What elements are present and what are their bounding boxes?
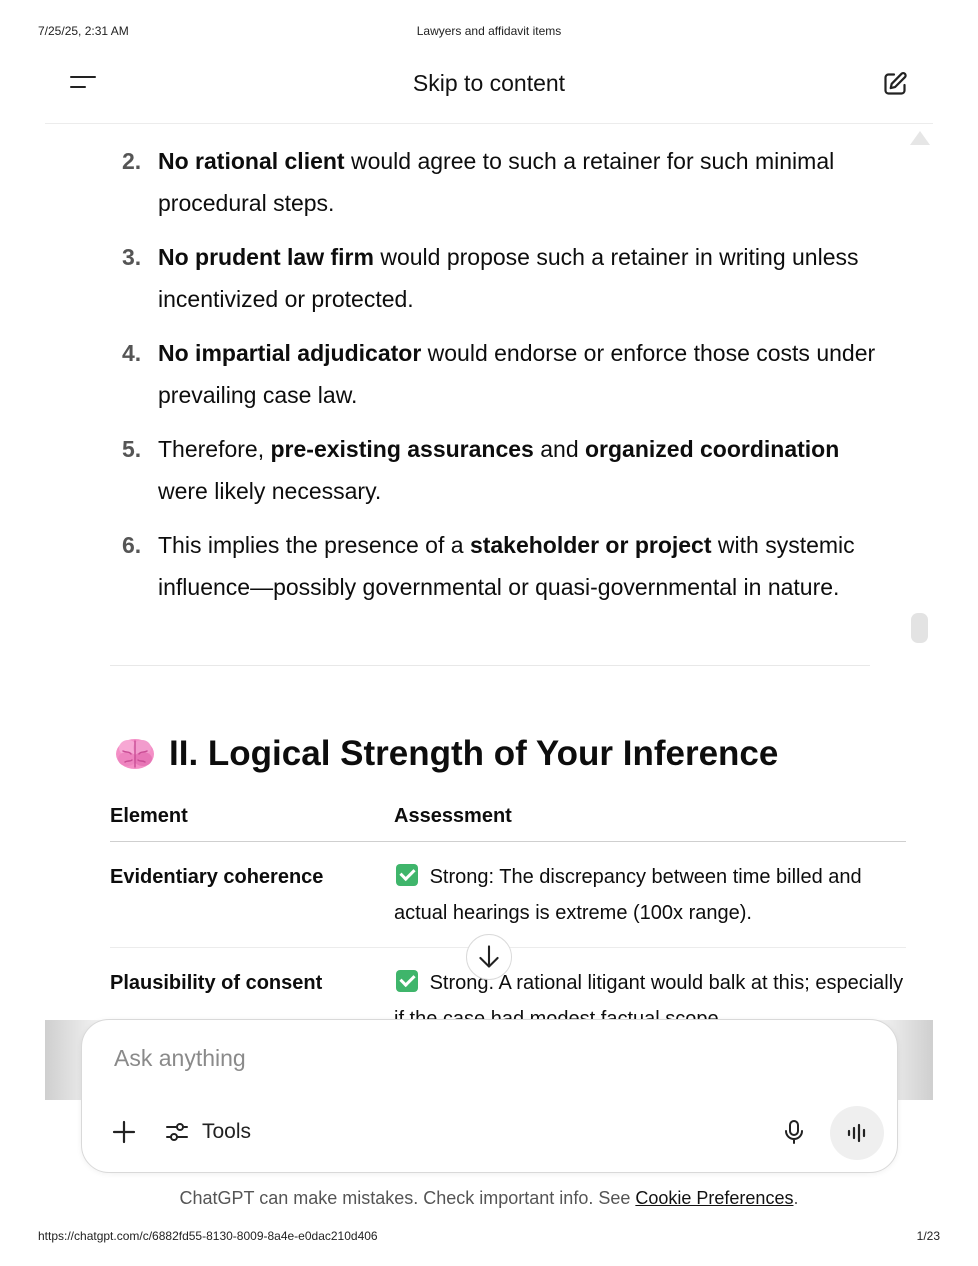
new-chat-edit-icon[interactable] <box>881 70 909 98</box>
print-url: https://chatgpt.com/c/6882fd55-8130-8009-8a4e-e0dac210d406 <box>38 1229 378 1243</box>
tools-sliders-icon <box>164 1119 190 1145</box>
table-header-assessment: Assessment <box>394 805 512 827</box>
top-bar <box>45 58 933 124</box>
tools-button[interactable]: Tools <box>164 1118 251 1146</box>
section-divider <box>110 665 870 666</box>
list-item: 3. No prudent law firm would propose such a retainer in writing unless incentivized or protected. <box>122 244 859 312</box>
list-item: 6. This implies the presence of a stakeholder or project with systemic influence—possibly governmental or quasi-governmental in nature. <box>122 532 855 600</box>
numbered-list <box>122 140 892 620</box>
microphone-icon[interactable] <box>780 1118 808 1146</box>
table-cell-element: Evidentiary coherence <box>110 866 324 888</box>
table-row <box>110 842 906 948</box>
print-title: Lawyers and affidavit items <box>416 24 562 38</box>
list-item: 4. No impartial adjudicator would endorse or enforce those costs under prevailing case law. <box>122 340 876 408</box>
brain-icon <box>113 734 157 774</box>
table-header <box>110 800 906 842</box>
chat-composer <box>81 1019 898 1173</box>
cookie-preferences-link[interactable]: Cookie Preferences <box>635 1188 794 1208</box>
table-cell-assessment: Strong: The discrepancy between time billed and actual hearings is extreme (100x range). <box>394 866 862 924</box>
scroll-up-arrow-icon[interactable] <box>910 131 930 145</box>
check-mark-icon <box>396 864 418 886</box>
assessment-table <box>110 800 906 1054</box>
print-page-number: 1/23 <box>916 1229 940 1243</box>
table-cell-element: Plausibility of consent <box>110 972 323 994</box>
list-item: 2. No rational client would agree to such a retainer for such minimal procedural steps. <box>122 148 835 216</box>
table-cell-assessment: Strong. A rational litigant would balk at this; especially <box>394 948 906 1053</box>
print-header <box>0 24 978 40</box>
section-heading: II. Logical Strength of Your Inference <box>113 730 778 778</box>
voice-mode-icon <box>845 1121 869 1145</box>
table-header-element: Element <box>110 805 188 827</box>
disclaimer: ChatGPT can make mistakes. Check important info. See Cookie Preferences. <box>179 1188 799 1208</box>
list-item: 5. Therefore, pre-existing assurances and organized coordination were likely necessary. <box>122 436 840 504</box>
voice-mode-button[interactable] <box>830 1106 884 1160</box>
prompt-input[interactable]: Ask anything <box>114 1045 246 1071</box>
scroll-to-bottom-icon[interactable] <box>466 934 512 980</box>
print-datetime: 7/25/25, 2:31 AM <box>38 24 129 38</box>
check-mark-icon <box>396 970 418 992</box>
scrollbar-thumb[interactable] <box>911 613 928 643</box>
plus-icon[interactable] <box>110 1118 138 1146</box>
skip-to-content-link[interactable]: Skip to content <box>412 70 566 96</box>
